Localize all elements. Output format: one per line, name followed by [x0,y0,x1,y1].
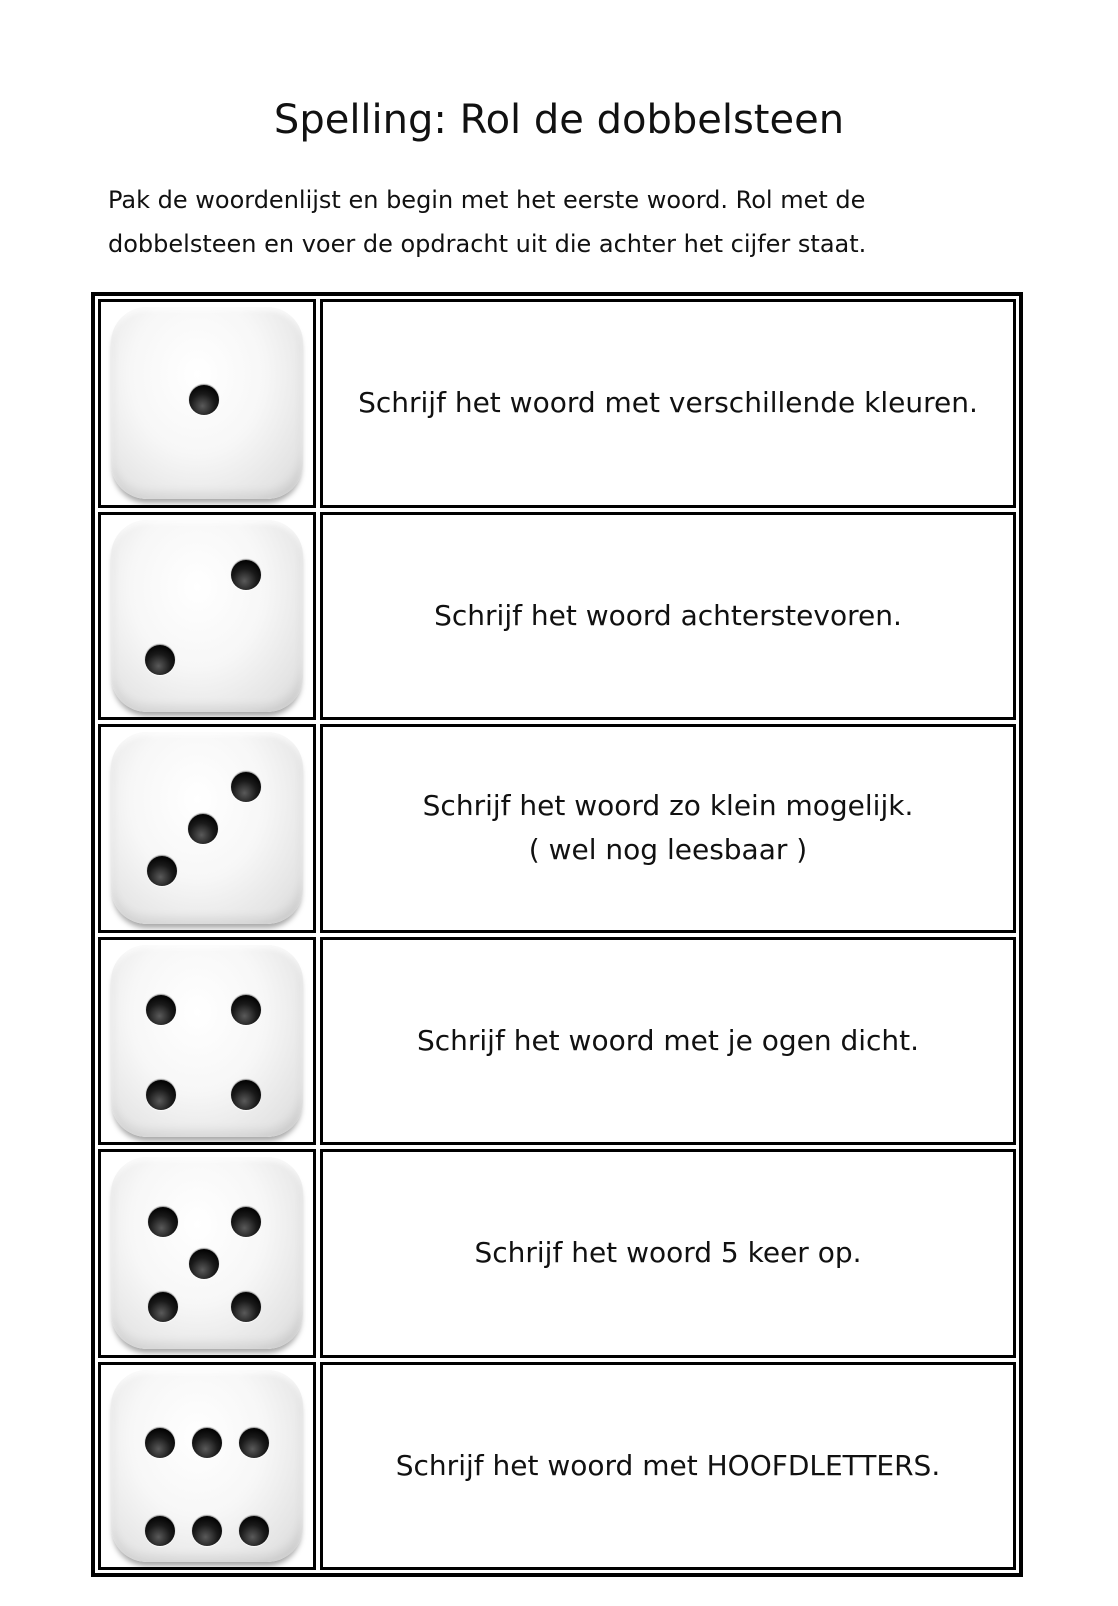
die-cell [98,299,316,508]
task-row [98,937,1016,1146]
page-title: Spelling: Rol de dobbelsteen [273,97,845,143]
die-five-icon [111,1157,303,1349]
task-instruction-cell [320,724,1016,933]
die-cell [98,1149,316,1358]
dice-task-table [91,292,1023,1577]
task-instruction-cell [320,1149,1016,1358]
task-instruction-line: Schrijf het woord met je ogen dicht. [416,1023,920,1057]
die-pip [145,1516,175,1546]
die-cell [98,724,316,933]
die-pip [145,1428,175,1458]
task-instruction-cell [320,937,1016,1146]
die-cell [98,1362,316,1571]
task-row [98,724,1016,933]
die-six-icon [111,1370,303,1562]
task-row [98,1362,1016,1571]
instructions-line-2: dobbelsteen en voer de opdracht uit die achter het cijfer staat. [108,230,867,258]
instructions [108,178,1008,266]
die-cell [98,512,316,721]
task-instruction-line: Schrijf het woord met verschillende kleuren. [358,386,978,420]
task-instruction-line: Schrijf het woord met HOOFDLETTERS. [395,1448,941,1482]
task-instruction-line: Schrijf het woord achterstevoren. [434,598,902,632]
die-pip [192,1428,222,1458]
task-instruction [417,1019,919,1063]
die-pip [231,995,261,1025]
die-cell [98,937,316,1146]
task-instruction-line: Schrijf het woord zo klein mogelijk. [422,789,914,823]
task-instruction-cell [320,512,1016,721]
die-pip [192,1516,222,1546]
die-pip [146,1080,176,1110]
die-one-icon [111,307,303,499]
die-pip [189,1249,219,1279]
task-instruction-cell [320,299,1016,508]
instructions-line-1: Pak de woordenlijst en begin met het eerste woord. Rol met de [108,186,866,214]
task-instruction-cell [320,1362,1016,1571]
die-pip [146,995,176,1025]
task-instruction [434,594,902,638]
die-pip [147,856,177,886]
die-pip [188,814,218,844]
task-row [98,299,1016,508]
die-pip [189,385,219,415]
task-row [98,512,1016,721]
die-pip [239,1428,269,1458]
task-row [98,1149,1016,1358]
task-instruction [423,784,914,872]
die-pip [145,645,175,675]
die-pip [231,1292,261,1322]
die-pip [231,772,261,802]
die-pip [148,1292,178,1322]
die-pip [231,1080,261,1110]
task-instruction [358,381,978,425]
task-instruction-line: Schrijf het woord 5 keer op. [474,1236,862,1270]
die-two-icon [111,520,303,712]
dice-task-table-body [98,299,1016,1570]
die-three-icon [111,732,303,924]
task-instruction [396,1444,940,1488]
task-instruction-line: ( wel nog leesbaar ) [528,833,808,867]
die-pip [148,1207,178,1237]
task-instruction [474,1231,861,1275]
die-pip [231,1207,261,1237]
die-pip [239,1516,269,1546]
die-pip [231,560,261,590]
die-four-icon [111,945,303,1137]
